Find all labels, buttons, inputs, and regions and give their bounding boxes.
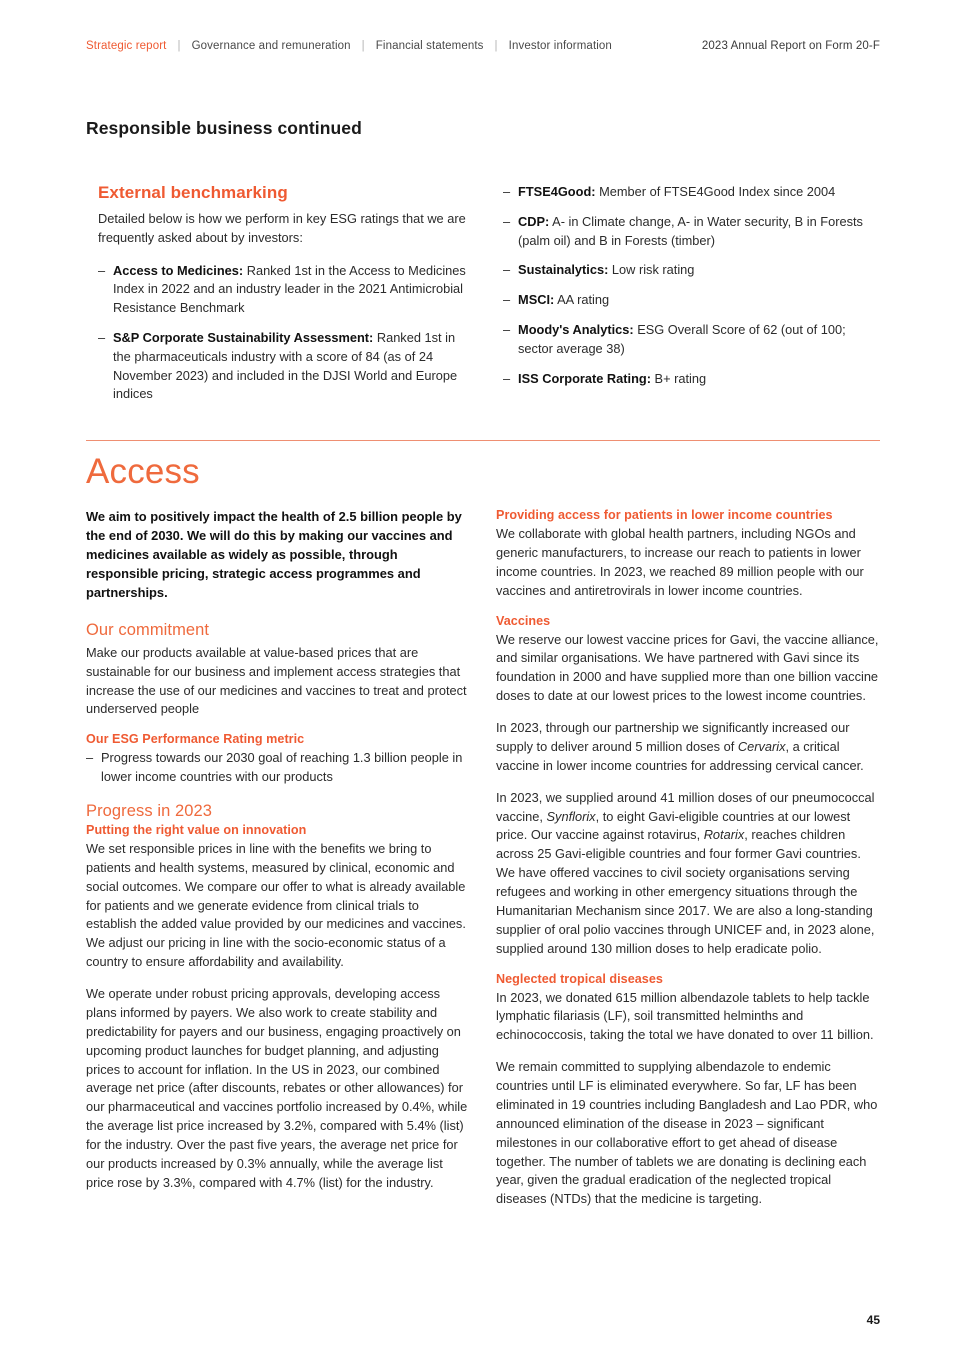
vaccines-p3-text-b: , to eight Gavi-eligible countries at our lowest price. Our vaccine against rotavirus, [496,808,851,843]
section-divider-rule [86,440,880,441]
page-number: 45 [866,1313,880,1327]
benchmarking-left-list [98,262,471,405]
running-header-nav [86,40,702,52]
benchmark-text: A- in Climate change, A- in Water security, B in Forests (palm oil) and B in Forests (timber) [518,213,863,248]
runhead-item-financial-statements[interactable]: Financial statements [375,40,484,52]
innovation-paragraph-2: We operate under robust pricing approvals, developing access plans informed by payers. We also work to create stability and predictability for payers and our business, engaging proactively on upcoming product launches for budget planning, and adjusting prices to account for inflation. In the US in 2023, our combined average net price (after discounts, rebates or other allowances) for our pharmaceutical and vaccines portfolio increased by 0.4%, while the average list price increased by 3.2%, compared with 5.4% (list) for the industry. Over the past five years, the average net price for our products increased by 0.3% annually, while the average list price rose by 3.3%, compared with 4.7% (list) for the industry. [86,986,468,1190]
external-benchmarking-section [86,183,880,404]
list-item [503,213,880,251]
vaccines-p2-text-b: , a critical vaccine in lower income countries for addressing cervical cancer. [496,738,864,773]
list-item [503,370,880,389]
our-commitment-heading: Our commitment [86,620,210,639]
benchmarking-left-column [86,183,471,404]
benchmark-label: Access to Medicines: [113,262,244,278]
list-item [503,291,880,310]
benchmark-text: AA rating [554,292,610,308]
list-item [503,261,880,280]
access-lede: We aim to positively impact the health of 2.5 billion people by the end of 2030. We will do this by making our vaccines and medicines available as widely as possible, through responsible pricing, strategic access programmes and partnerships. [86,509,462,600]
access-left-column [86,508,470,1209]
runhead-item-investor-information[interactable]: Investor information [508,40,612,52]
runhead-separator: | [361,40,365,52]
innovation-paragraph-1: We set responsible prices in line with the benefits we bring to patients and health systems, measured by clinical, economic and social outcomes. We compare our offer to what is already available for patients and we generate evidence from clinical trials to establish the added value provided by our medicines and vaccines. We adjust our pricing in line with the socio-economic status of a country to ensure affordability and availability. [86,840,466,970]
our-commitment-text: Make our products available at value-based prices that are sustainable for our business and implement access strategies that increase the use of our medicines and vaccines to treat and protect underserved people [86,644,467,717]
benchmark-label: S&P Corporate Sustainability Assessment: [113,329,374,345]
vaccines-paragraph-2 [496,719,880,776]
progress-in-2023-heading: Progress in 2023 [86,801,213,820]
access-body-columns [86,508,880,1209]
list-item [503,321,880,359]
benchmark-text: Member of FTSE4Good Index since 2004 [595,184,836,199]
runhead-item-strategic-report[interactable]: Strategic report [86,40,167,52]
benchmarking-right-column [495,183,880,404]
list-item [98,329,471,404]
external-benchmarking-intro: Detailed below is how we perform in key ESG ratings that we are frequently asked about by investors: [98,211,466,245]
neglected-tropical-diseases-heading: Neglected tropical diseases [496,971,663,986]
putting-right-value-on-innovation-heading: Putting the right value on innovation [86,822,307,837]
benchmark-text: ESG Overall Score of 62 (out of 100; sector average 38) [518,321,846,356]
benchmark-text: B+ rating [651,370,707,386]
vaccines-p3-text-c: , reaches children across 25 Gavi-eligible countries and four former Gavi countries. We have offered vaccines to civil society organisations serving refugees and working in other emergency situations through the Humanitarian Mechanism since 2017. We are also a long-standing supplier of oral polio vaccines through UNICEF and, in 2023 alone, supplied around 130 million doses to help eradicate polio. [496,827,875,956]
vaccines-paragraph-3 [496,789,880,959]
benchmark-text: Ranked 1st in the pharmaceuticals industry with a score of 84 (as of 24 November 2023) and included in the DJSI World and Europe indices [113,329,458,402]
page-title: Responsible business continued [86,117,362,138]
benchmark-label: ISS Corporate Rating: [518,370,651,386]
product-name-synflorix: Synflorix [546,808,596,824]
external-benchmarking-heading: External benchmarking [98,183,288,202]
ntd-paragraph-2: We remain committed to supplying albendazole to endemic countries until LF is eliminated everywhere. So far, LF has been eliminated in 19 countries including Bangladesh and Lao PDR, who announced elimination of the disease in 2023 – significant milestones in our collaborative effort to get ahead of disease together. The number of tablets we are donating is declining each year, given the gradual eradication of the neglected tropical diseases (NTDs) that the medicine is targeting. [496,1059,878,1207]
runhead-separator: | [494,40,498,52]
benchmark-text: Low risk rating [608,262,695,278]
benchmarking-right-list [503,183,880,388]
benchmark-label: Sustainalytics: [518,262,609,278]
external-benchmarking-columns [86,183,880,404]
benchmark-label: Moody's Analytics: [518,321,634,337]
lower-income-access-heading: Providing access for patients in lower income countries [496,508,833,522]
esg-metric-list [86,749,470,787]
product-name-cervarix: Cervarix [737,738,786,754]
runhead-item-governance-and-remuneration[interactable]: Governance and remuneration [191,40,351,52]
lower-income-access-text: We collaborate with global health partners, including NGOs and generic manufacturers, to increase our reach to patients in lower income countries. In 2023, we reached 89 million people with our vaccines and antiretrovirals in lower income countries. [496,526,864,598]
product-name-rotarix: Rotarix [703,827,745,843]
vaccines-heading: Vaccines [496,613,551,628]
list-item: – Progress towards our 2030 goal of reaching 1.3 billion people in lower income countries with our products [86,749,470,787]
esg-performance-rating-metric-heading: Our ESG Performance Rating metric [86,732,305,747]
benchmark-label: MSCI: [518,292,555,308]
access-right-column [496,508,880,1209]
spacer [86,787,470,802]
runhead-separator: | [177,40,181,52]
vaccines-p2-text-a: In 2023, through our partnership we significantly increased our supply to deliver around 5 million doses of [496,720,850,754]
running-header-report-title: 2023 Annual Report on Form 20-F [701,40,880,52]
vaccines-p3-text-a: In 2023, we supplied around 41 million doses of our pneumococcal vaccine, [496,789,875,824]
benchmark-label: FTSE4Good: [518,184,596,199]
benchmark-text: Ranked 1st in the Access to Medicines Index in 2022 and an industry leader in the 2021 Antimicrobial Resistance Benchmark [113,262,466,316]
benchmark-label: CDP: [518,213,550,229]
list-item [503,183,880,202]
list-item [98,262,471,318]
ntd-paragraph-1: In 2023, we donated 615 million albendazole tablets to help tackle lymphatic filariasis (LF), soil transmitted helminths and echinococcosis, taking the total we have donated to over 11 billion. [496,989,874,1043]
vaccines-paragraph-1: We reserve our lowest vaccine prices for Gavi, the vaccine alliance, and similar organisations. We have partnered with Gavi since its foundation in 2000 and have supplied more than one billion vaccine doses to date at our lowest prices to the lowest income countries. [496,631,879,704]
section-title-access: Access [86,452,200,491]
running-header [86,40,880,52]
